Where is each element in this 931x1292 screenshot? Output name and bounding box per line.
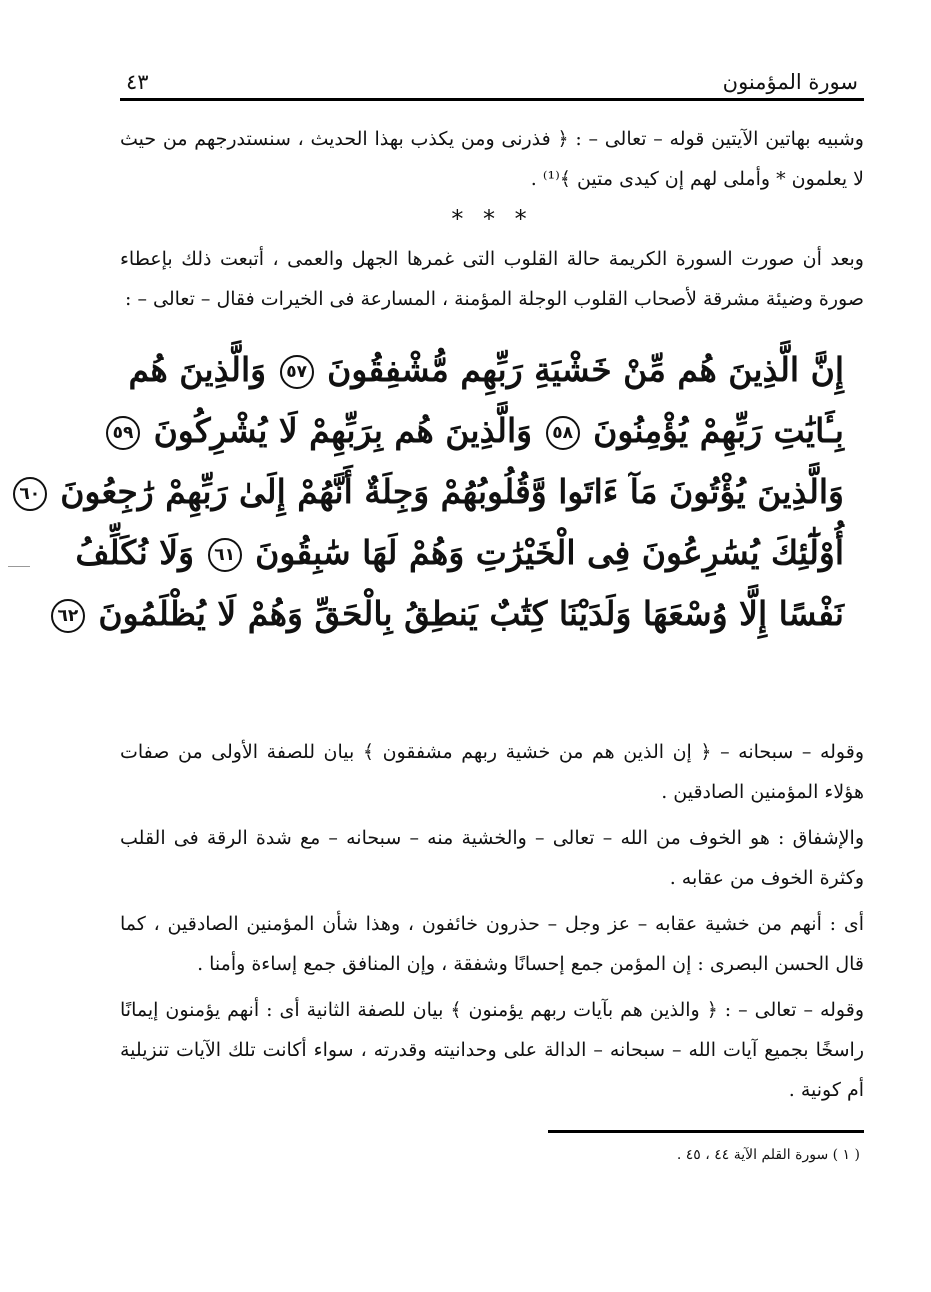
margin-mark [8, 566, 30, 567]
verse-line [19, 461, 844, 522]
verse-text: وَالَّذِينَ هُم بِرَبِّهِمْ لَا يُشْرِكُونَ [153, 411, 533, 450]
book-page [19, 52, 864, 1252]
page-number: ٤٣ [126, 70, 149, 94]
header-rule [120, 98, 864, 101]
intro-paragraph: وبعد أن صورت السورة الكريمة حالة القلوب التى غمرها الجهل والعمى ، أتبعت ذلك بإعطاء صورة وضيئة مشرقة لأصحاب القلوب الوجلة المؤمنة ، المسارعة فى الخيرات فقال – تعالى – : [120, 248, 864, 310]
footnote: ( ١ ) سورة القلم الآية ٤٤ ، ٤٥ . [676, 1147, 860, 1163]
verse-text: أُوْلَٰٓئِكَ يُسَٰرِعُونَ فِى الْخَيْرَٰتِ وَهُمْ لَهَا سَٰبِقُونَ [255, 533, 844, 572]
commentary-paragraph: أى : أنهم من خشية عقابه – عز وجل – حذرون خائفون ، وهذا شأن المؤمنين الصادقين ، كما قال الحسن البصرى : إن المؤمن جمع إحسانًا وشفقة ، وإن المنافق جمع إساءة وأمنا . [120, 913, 864, 975]
verse-line [112, 400, 844, 461]
verse-number: ٥٧ [280, 355, 314, 389]
verse-line [128, 339, 844, 400]
spacer [120, 644, 864, 732]
verse-text: وَالَّذِينَ هُم [128, 350, 267, 389]
verse-line [75, 522, 844, 583]
verse-number: ٥٨ [546, 416, 580, 450]
section-separator: * * * [451, 205, 533, 233]
surah-title: سورة المؤمنون [722, 70, 858, 94]
commentary-paragraph: والإشفاق : هو الخوف من الله – تعالى – والخشية منه – سبحانه – مع شدة الرقة فى القلب وكثرة الخوف من عقابه . [120, 827, 864, 889]
commentary-paragraph: وقوله – سبحانه – ﴿ إن الذين هم من خشية ربهم مشفقون ﴾ بيان للصفة الأولى من صفات هؤلاء المؤمنين الصادقين . [120, 741, 864, 803]
quran-verses [19, 339, 844, 644]
verse-text: وَلَا نُكَلِّفُ [75, 533, 195, 572]
verse-number: ٥٩ [106, 416, 140, 450]
verse-text: إِنَّ الَّذِينَ هُم مِّنْ خَشْيَةِ رَبِّهِم مُّشْفِقُونَ [327, 350, 844, 389]
footnote-rule [548, 1130, 864, 1133]
verse-number: ٦١ [208, 538, 242, 572]
verse-text: بِـَٔايَٰتِ رَبِّهِمْ يُؤْمِنُونَ [593, 411, 844, 450]
verse-text: وَالَّذِينَ يُؤْتُونَ مَآ ءَاتَوا وَّقُلُوبُهُمْ وَجِلَةٌ أَنَّهُمْ إِلَىٰ رَبِّهِمْ رَٰجِعُونَ [60, 472, 844, 511]
verse-number: ٦٠ [13, 477, 47, 511]
page-header [120, 52, 864, 94]
verse-number: ٦٢ [51, 599, 85, 633]
verse-line [57, 583, 844, 644]
commentary-paragraph: وقوله – تعالى – : ﴿ والذين هم بآيات ربهم يؤمنون ﴾ بيان للصفة الثانية أى : أنهم يؤمنون إيمانًا راسخًا بجميع آيات الله – سبحانه – الدالة على وحدانيته وقدرته ، سواء أكانت تلك الآيات تنزيلية أم كونية . [120, 999, 864, 1101]
verse-text: نَفْسًا إِلَّا وُسْعَهَا وَلَدَيْنَا كِتَٰبٌ يَنطِقُ بِالْحَقِّ وَهُمْ لَا يُظْلَمُونَ [98, 594, 844, 633]
commentary-paragraph: وشبيه بهاتين الآيتين قوله – تعالى – : ﴿ فذرنى ومن يكذب بهذا الحديث ، سنستدرجهم من حيث لا يعلمون * وأملى لهم إن كيدى متين ﴾⁽¹⁾ . [120, 128, 864, 190]
